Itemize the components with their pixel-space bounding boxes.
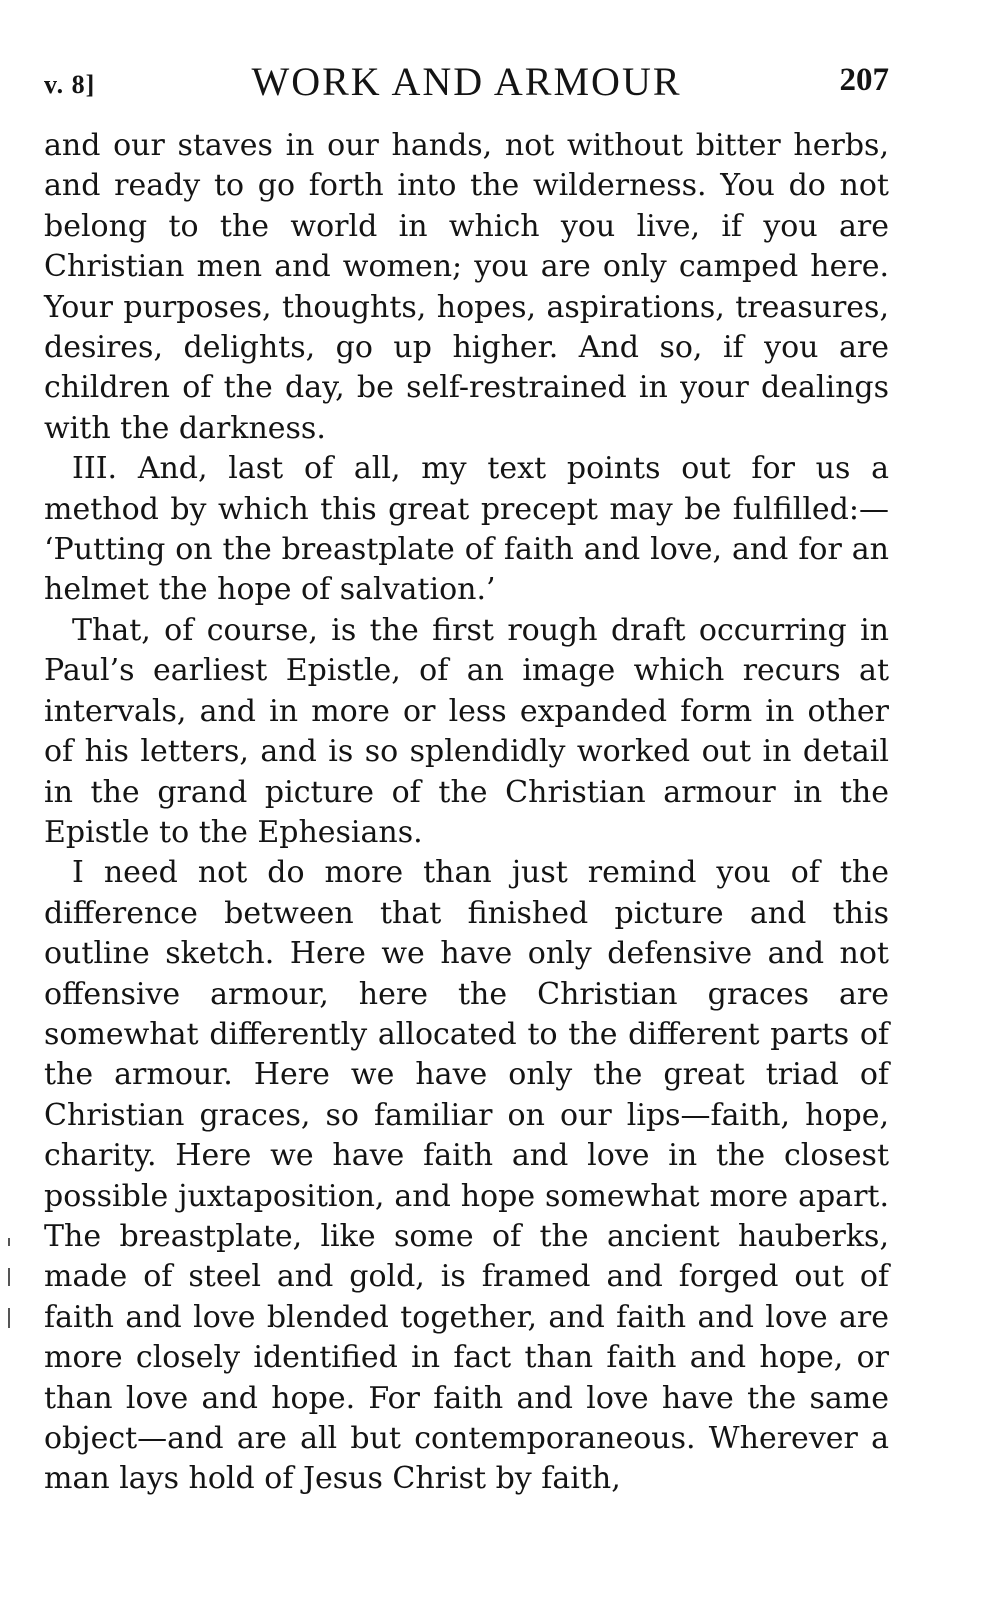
running-head	[44, 58, 889, 114]
paragraph-first-draft: That, of course, is the first rough draft occurring in Paul’s earliest Epistle, of an image which recurs at intervals, and in more or less expanded form in other of his letters, and is so splendidly worked out in detail in the grand picture of the Christian armour in the Epistle to the Ephesians.	[44, 612, 889, 850]
chapter-verse-reference: v. 8]	[44, 70, 96, 99]
book-page	[44, 58, 889, 1500]
running-title: WORK AND ARMOUR	[251, 59, 682, 104]
paragraph-difference: I need not do more than just remind you of the difference between that finished picture and this outline sketch. Here we have only defensive and not offensive armour, here the Christian graces are somewhat differently allocated to the different parts of the armour. Here we have only the great triad of Christian graces, so familiar on our lips—faith, hope, charity. Here we have faith and love in the closest possible juxtaposition, and hope somewhat more apart. The breastplate, like some of the ancient hauberks, made of steel and gold, is framed and forged out of faith and love blended together, and faith and love are more closely identified in fact than faith and hope, or than love and hope. For faith and love have the same object—and are all but contemporaneous. Wherever a man lays hold of Jesus Christ by faith,	[44, 855, 889, 1497]
margin-marks	[8, 1238, 12, 1348]
paragraph-point-three: III. And, last of all, my text points out for us a method by which this great precept may be fulfilled:— ‘Putting on the breastplate of faith and love, and for an helmet the hope of salvation.’	[44, 451, 889, 608]
paragraph-continued: and our staves in our hands, not without bitter herbs, and ready to go forth into the wilderness. You do not belong to the world in which you live, if you are Christian men and women; you are only camped here. Your purposes, thoughts, hopes, aspirations, treasures, desires, delights, go up higher. And so, if you are children of the day, be self-restrained in your dealings with the darkness.	[44, 128, 889, 446]
page-number: 207	[839, 62, 889, 98]
body-text	[44, 126, 889, 1500]
